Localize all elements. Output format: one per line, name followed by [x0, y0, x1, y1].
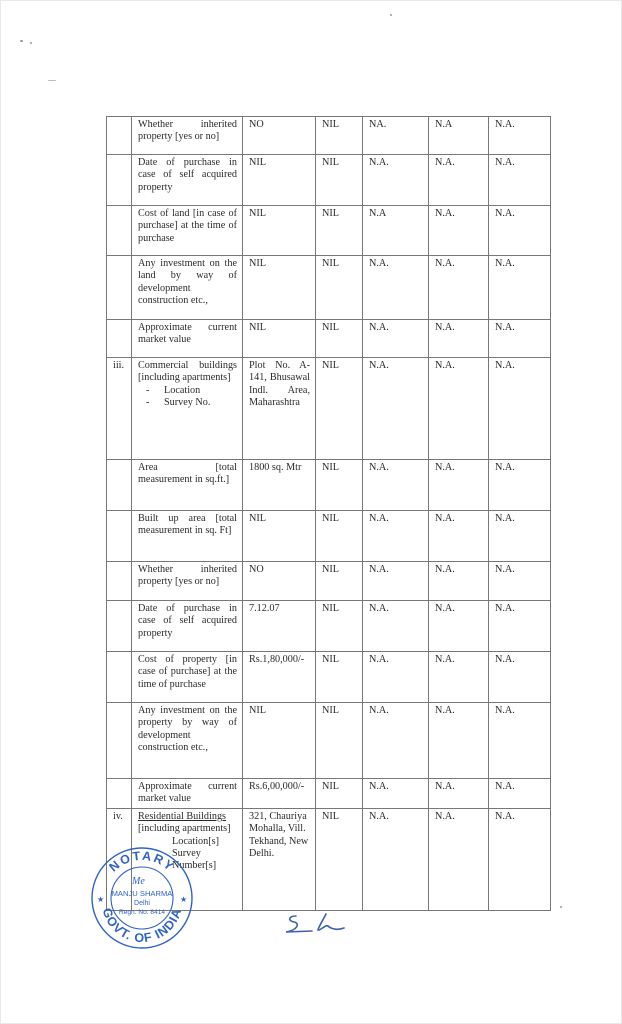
scan-speck	[30, 42, 32, 44]
stamp-bottom-text: GOVT. OF INDIA	[99, 906, 185, 946]
notary-stamp	[90, 846, 194, 950]
self-cell: NO	[243, 562, 316, 601]
spouse-cell: NIL	[316, 808, 363, 910]
dependent-3-cell: N.A.	[489, 155, 551, 206]
self-cell: 7.12.07	[243, 601, 316, 652]
serial-cell	[107, 652, 132, 703]
table-row	[107, 511, 551, 562]
dependent-3-cell: N.A.	[489, 601, 551, 652]
spouse-cell: NIL	[316, 155, 363, 206]
self-cell: NIL	[243, 320, 316, 358]
dependent-2-cell: N.A.	[429, 601, 489, 652]
description-cell: Any investment on the land by way of development construction etc.,	[132, 256, 243, 320]
stamp-star-icon: ★	[180, 895, 188, 904]
self-cell: Rs.6,00,000/-	[243, 779, 316, 809]
dependent-2-cell: N.A.	[429, 256, 489, 320]
serial-cell	[107, 320, 132, 358]
scan-speck	[20, 40, 23, 42]
description-cell: Area [total measurement in sq.ft.]	[132, 460, 243, 511]
dependent-2-cell: N.A.	[429, 562, 489, 601]
dependent-1-cell: N.A.	[363, 808, 429, 910]
spouse-cell: NIL	[316, 358, 363, 460]
dependent-3-cell: N.A.	[489, 808, 551, 910]
dependent-3-cell: N.A.	[489, 511, 551, 562]
description-cell	[132, 358, 243, 460]
spouse-cell: NIL	[316, 117, 363, 155]
dependent-3-cell: N.A.	[489, 703, 551, 779]
table-row	[107, 460, 551, 511]
description-cell: Cost of land [in case of purchase] at the time of purchase	[132, 206, 243, 256]
description-cell: Date of purchase in case of self acquired property	[132, 155, 243, 206]
spouse-cell: NIL	[316, 256, 363, 320]
table-row	[107, 320, 551, 358]
dependent-2-cell: N.A.	[429, 460, 489, 511]
self-cell: NIL	[243, 206, 316, 256]
spouse-cell: NIL	[316, 652, 363, 703]
table-row	[107, 601, 551, 652]
dependent-2-cell: N.A	[429, 117, 489, 155]
dependent-2-cell: N.A.	[429, 779, 489, 809]
dependent-3-cell: N.A.	[489, 779, 551, 809]
scan-speck	[48, 80, 56, 81]
description-cell: Date of purchase in case of self acquired property	[132, 601, 243, 652]
description-line: [including apartments]	[138, 823, 231, 835]
dependent-3-cell: N.A.	[489, 358, 551, 460]
serial-cell	[107, 562, 132, 601]
scan-speck	[390, 14, 392, 16]
dependent-2-cell: N.A.	[429, 808, 489, 910]
stamp-star-icon: ★	[97, 895, 105, 904]
dependent-3-cell: N.A.	[489, 206, 551, 256]
dependent-1-cell: N.A.	[363, 601, 429, 652]
description-cell: Approximate current market value	[132, 779, 243, 809]
self-cell: NIL	[243, 155, 316, 206]
self-cell: NIL	[243, 256, 316, 320]
dependent-1-cell: N.A.	[363, 155, 429, 206]
dependent-2-cell: N.A.	[429, 358, 489, 460]
dependent-1-cell: NA.	[363, 117, 429, 155]
dependent-3-cell: N.A.	[489, 320, 551, 358]
table-row	[107, 155, 551, 206]
description-bullet: - Location	[138, 385, 237, 397]
self-cell: NO	[243, 117, 316, 155]
serial-cell: iii.	[107, 358, 132, 460]
table-row	[107, 358, 551, 460]
description-cell: Built up area [total measurement in sq. Ft]	[132, 511, 243, 562]
stamp-top-text: NOTARY	[106, 848, 178, 875]
serial-cell: iv.	[107, 808, 132, 910]
table-row	[107, 562, 551, 601]
spouse-cell: NIL	[316, 779, 363, 809]
table-row	[107, 117, 551, 155]
stamp-regn: Regn. No. 8414	[118, 909, 166, 916]
serial-cell	[107, 155, 132, 206]
description-line: Location[s]	[172, 835, 219, 847]
self-cell: 1800 sq. Mtr	[243, 460, 316, 511]
serial-cell	[107, 779, 132, 809]
dependent-3-cell: N.A.	[489, 256, 551, 320]
scan-speck	[560, 906, 562, 908]
spouse-cell: NIL	[316, 511, 363, 562]
dependent-3-cell: N.A.	[489, 117, 551, 155]
dependent-2-cell: N.A.	[429, 511, 489, 562]
spouse-cell: NIL	[316, 703, 363, 779]
spouse-cell: NIL	[316, 562, 363, 601]
dependent-2-cell: N.A.	[429, 703, 489, 779]
dependent-1-cell: N.A.	[363, 511, 429, 562]
dependent-2-cell: N.A.	[429, 320, 489, 358]
description-main: Residential Buildings	[138, 810, 227, 822]
dependent-3-cell: N.A.	[489, 652, 551, 703]
table-row	[107, 703, 551, 779]
dependent-1-cell: N.A.	[363, 703, 429, 779]
self-cell: 321, Chauriya Mohalla, Vill. Tekhand, New Delhi.	[243, 808, 316, 910]
description-cell: Cost of property [in case of purchase] at the time of purchase	[132, 652, 243, 703]
description-bullet: - Survey No.	[138, 397, 237, 409]
dependent-2-cell: N.A.	[429, 652, 489, 703]
dependent-1-cell: N.A.	[363, 779, 429, 809]
spouse-cell: NIL	[316, 460, 363, 511]
serial-cell	[107, 703, 132, 779]
self-cell: Rs.1,80,000/-	[243, 652, 316, 703]
dependent-1-cell: N.A	[363, 206, 429, 256]
spouse-cell: NIL	[316, 320, 363, 358]
serial-cell	[107, 256, 132, 320]
assets-table	[106, 116, 551, 911]
serial-cell	[107, 206, 132, 256]
dependent-1-cell: N.A.	[363, 320, 429, 358]
serial-cell	[107, 601, 132, 652]
serial-cell	[107, 511, 132, 562]
spouse-cell: NIL	[316, 601, 363, 652]
spouse-cell: NIL	[316, 206, 363, 256]
table-row	[107, 206, 551, 256]
self-cell: NIL	[243, 703, 316, 779]
signature	[282, 910, 348, 936]
description-main: Commercial buildings [including apartments]	[138, 360, 237, 384]
self-cell: NIL	[243, 511, 316, 562]
dependent-2-cell: N.A.	[429, 206, 489, 256]
serial-cell	[107, 460, 132, 511]
dependent-3-cell: N.A.	[489, 460, 551, 511]
table-row	[107, 256, 551, 320]
dependent-1-cell: N.A.	[363, 256, 429, 320]
dependent-3-cell: N.A.	[489, 562, 551, 601]
dependent-1-cell: N.A.	[363, 562, 429, 601]
dependent-1-cell: N.A.	[363, 460, 429, 511]
description-cell: Any investment on the property by way of development construction etc.,	[132, 703, 243, 779]
table-row	[107, 779, 551, 809]
description-line: Survey Number[s]	[172, 848, 217, 872]
description-cell: Whether inherited property [yes or no]	[132, 117, 243, 155]
self-cell: Plot No. A-141, Bhusawal Indl. Area, Maharashtra	[243, 358, 316, 460]
stamp-city: Delhi	[134, 900, 150, 907]
dependent-1-cell: N.A.	[363, 358, 429, 460]
description-cell: Whether inherited property [yes or no]	[132, 562, 243, 601]
serial-cell	[107, 117, 132, 155]
table-row	[107, 652, 551, 703]
dependent-1-cell: N.A.	[363, 652, 429, 703]
stamp-name: MANJU SHARMA	[111, 889, 173, 898]
stamp-initials: Me	[132, 876, 145, 887]
description-cell: Approximate current market value	[132, 320, 243, 358]
dependent-2-cell: N.A.	[429, 155, 489, 206]
